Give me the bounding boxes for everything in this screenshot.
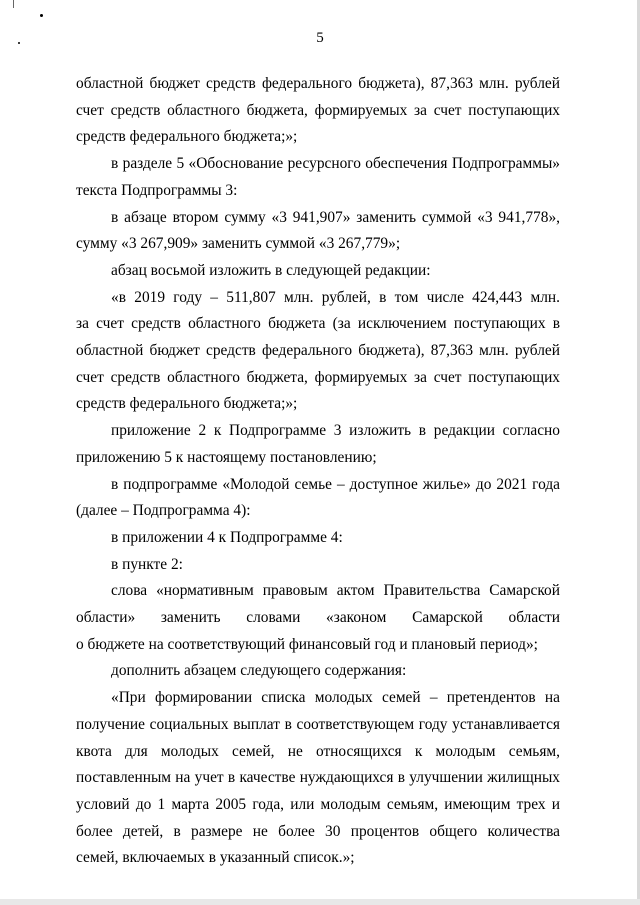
text-line: (далее – Подпрограмма 4): <box>76 502 251 520</box>
page-number: 5 <box>316 30 324 46</box>
text-line: приложению 5 к настоящему постановлению; <box>76 448 377 466</box>
scan-speck <box>40 14 43 17</box>
text-line: в подпрограмме «Молодой семье – доступное жилье» до 2021 года <box>111 475 560 493</box>
text-line: более детей, в размере не более 30 процентов общего количества <box>76 822 560 840</box>
text-line: в абзаце втором сумму «3 941,907» заменить суммой «3 941,778», <box>111 208 560 226</box>
text-line: «в 2019 году – 511,807 млн. рублей, в том числе 424,443 млн. <box>111 288 560 306</box>
text-line: сумму «3 267,909» заменить суммой «3 267,779»; <box>76 235 401 253</box>
text-line: «При формировании списка молодых семей – претендентов на <box>111 689 560 707</box>
text-line: в пункте 2: <box>111 555 183 573</box>
text-line: абзац восьмой изложить в следующей редакции: <box>111 261 431 279</box>
text-line: средств федерального бюджета;»; <box>76 128 298 146</box>
text-line: о бюджете на соответствующий финансовый год и плановый период»; <box>76 635 538 653</box>
scan-edge-bottom <box>0 899 640 905</box>
text-line: области» заменить словами «законом Самарской области <box>76 609 560 626</box>
text-line: счет средств областного бюджета, формируемых за счет поступающих <box>76 101 560 119</box>
text-line: дополнить абзацем следующего содержания: <box>111 662 407 680</box>
text-line: в разделе 5 «Обоснование ресурсного обеспечения Подпрограммы» <box>111 155 560 173</box>
text-line: в приложении 4 к Подпрограмме 4: <box>111 528 343 546</box>
text-line: поставленным на учет в качестве нуждающихся в улучшении жилищных <box>76 769 560 787</box>
text-line: областной бюджет средств федерального бюджета), 87,363 млн. рублей <box>76 75 560 92</box>
text-line: областной бюджет средств федерального бюджета), 87,363 млн. рублей <box>76 342 560 359</box>
text-line: получение социальных выплат в соответствующем году устанавливается <box>76 715 560 733</box>
text-line: текста Подпрограммы 3: <box>76 181 238 199</box>
text-line: условий до 1 марта 2005 года, или молодым семьям, имеющим трех и <box>76 795 560 813</box>
text-line: семей, включаемых в указанный список.»; <box>76 849 355 867</box>
text-line: слова «нормативным правовым актом Правительства Самарской <box>111 582 560 600</box>
text-line: за счет средств областного бюджета (за исключением поступающих в <box>76 315 560 333</box>
text-line: средств федерального бюджета;»; <box>76 395 298 413</box>
scan-mark <box>13 0 14 8</box>
text-line: квота для молодых семей, не относящихся к молодым семьям, <box>76 742 560 760</box>
text-line: приложение 2 к Подпрограмме 3 изложить в редакции согласно <box>111 422 560 440</box>
text-line: счет средств областного бюджета, формируемых за счет поступающих <box>76 368 560 386</box>
